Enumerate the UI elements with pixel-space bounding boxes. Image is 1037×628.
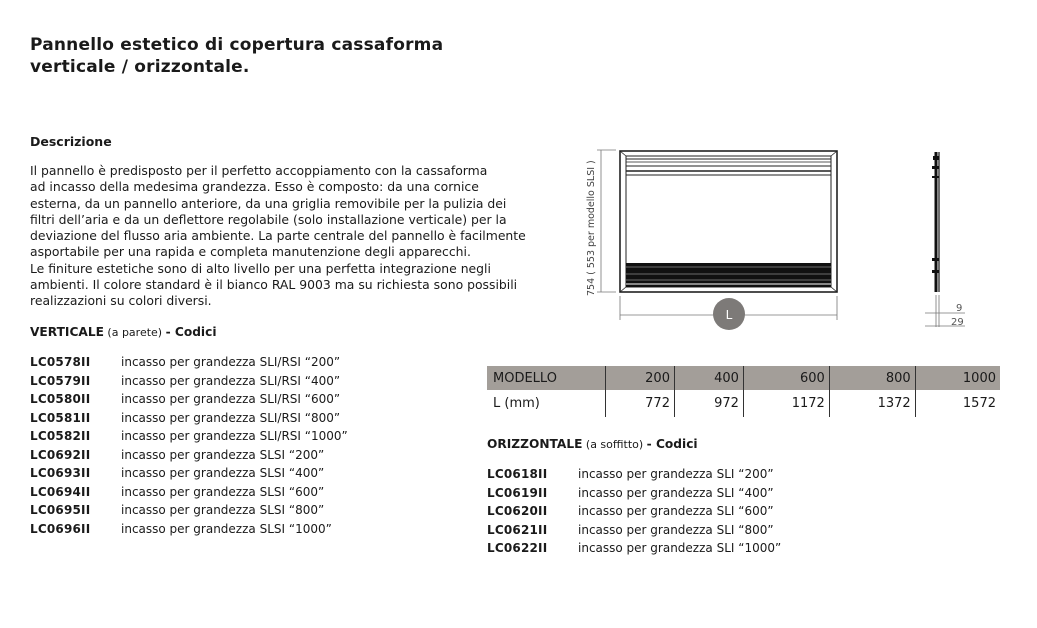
product-code: LC0618II bbox=[487, 467, 548, 481]
orizzontale-heading bbox=[487, 437, 698, 451]
page-title bbox=[30, 34, 443, 78]
product-code: LC0581II bbox=[30, 410, 91, 425]
product-description: incasso per grandezza SLI/RSI “200” bbox=[121, 355, 341, 369]
description-line: realizzazioni su colori diversi. bbox=[30, 293, 212, 309]
side-dimension-1: 9 bbox=[956, 303, 963, 314]
orizzontale-heading-bold: ORIZZONTALE bbox=[487, 437, 583, 451]
description-line: filtri dell’aria e da un deflettore regolabile (solo installazione verticale) per la bbox=[30, 211, 507, 227]
product-code: LC0621II bbox=[487, 522, 548, 537]
product-description: incasso per grandezza SLSI “800” bbox=[121, 503, 325, 517]
width-label: L bbox=[725, 308, 733, 322]
product-code: LC0578II bbox=[30, 355, 91, 369]
product-code: LC0695II bbox=[30, 503, 91, 517]
product-code: LC0579II bbox=[30, 373, 91, 388]
product-code: LC0693II bbox=[30, 466, 91, 480]
table-header-cell: 200 bbox=[606, 366, 675, 390]
description-line: ad incasso della medesima grandezza. Esso è composto: da una cornice bbox=[30, 179, 479, 195]
title-line-2: verticale / orizzontale. bbox=[30, 57, 250, 77]
table-row bbox=[487, 390, 1000, 417]
product-description: incasso per grandezza SLSI “200” bbox=[121, 447, 325, 462]
description-line: esterna, da un pannello anteriore, da una griglia removibile per la pulizia dei bbox=[30, 195, 507, 211]
verticale-code-list bbox=[30, 355, 450, 540]
product-code: LC0694II bbox=[30, 484, 91, 499]
product-code: LC0692II bbox=[30, 447, 91, 462]
product-description: incasso per grandezza SLI/RSI “800” bbox=[121, 410, 341, 425]
product-code: LC0582II bbox=[30, 429, 91, 443]
product-code: LC0622II bbox=[487, 541, 548, 555]
title-line-1: Pannello estetico di copertura cassaforma bbox=[30, 35, 444, 55]
product-description: incasso per grandezza SLI “400” bbox=[578, 485, 774, 500]
product-description: incasso per grandezza SLI/RSI “400” bbox=[121, 373, 341, 388]
description-line: deviazione del flusso aria ambiente. La parte centrale del pannello è facilmente bbox=[30, 228, 526, 244]
product-code: LC0580II bbox=[30, 392, 91, 406]
table-header-cell: 400 bbox=[674, 366, 743, 390]
product-description: incasso per grandezza SLSI “400” bbox=[121, 466, 325, 480]
table-cell: 772 bbox=[606, 390, 675, 417]
product-description: incasso per grandezza SLI “600” bbox=[578, 504, 774, 518]
table-header-label: MODELLO bbox=[487, 366, 606, 390]
product-description: incasso per grandezza SLI “1000” bbox=[578, 541, 782, 555]
product-description: incasso per grandezza SLI “800” bbox=[578, 522, 774, 537]
description-heading: Descrizione bbox=[30, 134, 112, 149]
table-cell: 1172 bbox=[743, 390, 829, 417]
table-cell: 1372 bbox=[829, 390, 915, 417]
product-code: LC0619II bbox=[487, 485, 548, 500]
description-line: Le finiture estetiche sono di alto livello per una perfetta integrazione negli bbox=[30, 260, 491, 276]
table-cell: 1572 bbox=[915, 390, 1000, 417]
description-line: asportabile per una rapida e completa manutenzione degli apparecchi. bbox=[30, 244, 471, 260]
table-header-cell: 1000 bbox=[915, 366, 1000, 390]
verticale-heading bbox=[30, 325, 217, 339]
table-row-label: L (mm) bbox=[493, 396, 540, 411]
product-description: incasso per grandezza SLI “200” bbox=[578, 467, 774, 481]
product-description: incasso per grandezza SLI/RSI “600” bbox=[121, 392, 341, 406]
verticale-heading-tail: - Codici bbox=[165, 325, 217, 339]
panel-drawing bbox=[580, 140, 980, 340]
product-description: incasso per grandezza SLSI “1000” bbox=[121, 521, 332, 536]
product-code: LC0696II bbox=[30, 521, 91, 536]
description-line: ambienti. Il colore standard è il bianco RAL 9003 ma su richiesta sono possibili bbox=[30, 277, 518, 293]
description-line: Il pannello è predisposto per il perfetto accoppiamento con la cassaforma bbox=[30, 163, 488, 178]
verticale-heading-small: (a parete) bbox=[103, 326, 166, 339]
table-cell: 972 bbox=[674, 390, 743, 417]
table-header-row bbox=[487, 366, 1000, 390]
product-description: incasso per grandezza SLI/RSI “1000” bbox=[121, 429, 348, 443]
orizzontale-heading-small: (a soffitto) bbox=[582, 438, 647, 451]
height-label: 754 ( 553 per modello SLSI ) bbox=[586, 160, 597, 296]
orizzontale-heading-tail: - Codici bbox=[646, 437, 698, 451]
side-dimension-2: 29 bbox=[951, 317, 964, 328]
product-code: LC0620II bbox=[487, 504, 548, 518]
table-header-cell: 600 bbox=[743, 366, 829, 390]
table-header-cell: 800 bbox=[829, 366, 915, 390]
product-description: incasso per grandezza SLSI “600” bbox=[121, 484, 325, 499]
verticale-heading-bold: VERTICALE bbox=[30, 325, 104, 339]
description-text bbox=[30, 163, 560, 310]
dimensions-table bbox=[487, 366, 1000, 417]
orizzontale-code-list bbox=[487, 467, 887, 562]
